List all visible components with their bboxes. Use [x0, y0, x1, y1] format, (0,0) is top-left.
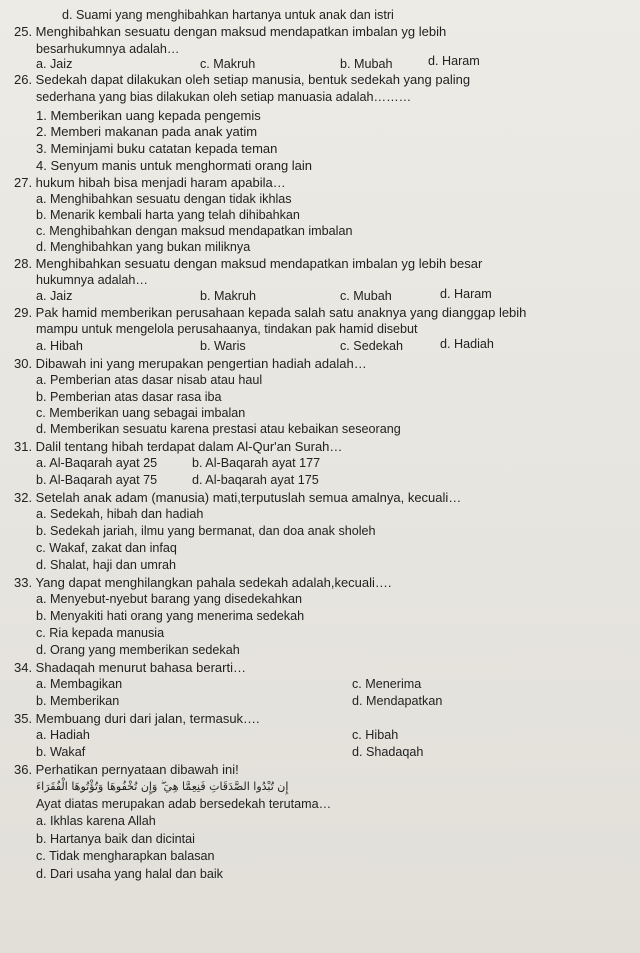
question-line: 27. hukum hibah bisa menjadi haram apabila…: [14, 175, 286, 190]
option-line: b. Al-Baqarah ayat 75: [36, 473, 158, 487]
option-line: a. Jaiz: [36, 57, 73, 71]
question-line: 25. Menghibahkan sesuatu dengan maksud mendapatkan imbalan yg lebih: [14, 24, 447, 39]
option-line: a. Hadiah: [36, 728, 90, 742]
question-line: 26. Sedekah dapat dilakukan oleh setiap manusia, bentuk sedekah yang paling: [14, 72, 471, 87]
option-line: c. Menghibahkan dengan maksud mendapatkan imbalan: [36, 224, 353, 238]
option-line: c. Hibah: [352, 728, 399, 742]
question-line: 34. Shadaqah menurut bahasa berarti…: [14, 660, 246, 675]
option-line: mampu untuk mengelola perusahaanya, tindakan pak hamid disebut: [36, 322, 418, 336]
option-line: a. Jaiz: [36, 289, 73, 303]
option-line: a. Menyebut-nyebut barang yang disedekahkan: [36, 592, 303, 606]
option-line: b. Hartanya baik dan dicintai: [36, 832, 195, 846]
option-line: d. Shadaqah: [352, 745, 424, 759]
arabic-verse: إِن تُبْدُوا الصَّدَقَاتِ فَنِعِمَّا هِيَ ۖ وَإِن تُخْفُوهَا وَتُؤْتُوهَا الْفُقَرَاءَ: [36, 780, 289, 793]
option-line: d. Memberikan sesuatu karena prestasi atau kebaikan seseorang: [36, 422, 401, 436]
question-line: 33. Yang dapat menghilangkan pahala sedekah adalah,kecuali….: [14, 575, 392, 590]
option-line: d. Menghibahkan yang bukan miliknya: [36, 240, 251, 254]
option-line: d. Al-baqarah ayat 175: [192, 473, 319, 487]
option-line: d. Orang yang memberikan sedekah: [36, 643, 240, 657]
question-line: 30. Dibawah ini yang merupakan pengertian hadiah adalah…: [14, 356, 367, 371]
option-line: c. Memberikan uang sebagai imbalan: [36, 406, 246, 420]
option-line: b. Al-Baqarah ayat 177: [192, 456, 321, 470]
question-line: 3. Meminjami buku catatan kepada teman: [36, 141, 278, 156]
option-line: b. Makruh: [200, 289, 256, 303]
option-line: c. Ria kepada manusia: [36, 626, 165, 640]
option-line: a. Pemberian atas dasar nisab atau haul: [36, 373, 263, 387]
option-line: c. Wakaf, zakat dan infaq: [36, 541, 177, 555]
option-line: b. Sedekah jariah, ilmu yang bermanat, dan doa anak sholeh: [36, 524, 376, 538]
question-line: 35. Membuang duri dari jalan, termasuk….: [14, 711, 260, 726]
option-line: b. Menyakiti hati orang yang menerima sedekah: [36, 609, 305, 623]
option-line: a. Sedekah, hibah dan hadiah: [36, 507, 204, 521]
option-line: a. Hibah: [36, 339, 83, 353]
option-line: d. Shalat, haji dan umrah: [36, 558, 177, 572]
option-line: a. Ikhlas karena Allah: [36, 814, 156, 828]
option-line: b. Wakaf: [36, 745, 86, 759]
option-line: besarhukumnya adalah…: [36, 42, 180, 56]
option-line: sederhana yang bias dilakukan oleh setiap manuasia adalah………: [36, 90, 412, 104]
question-line: 32. Setelah anak adam (manusia) mati,terputuslah semua amalnya, kecuali…: [14, 490, 462, 505]
option-line: d. Hadiah: [440, 337, 494, 351]
option-line: b. Waris: [200, 339, 246, 353]
option-line: b. Memberikan: [36, 694, 120, 708]
option-line: b. Mubah: [340, 57, 393, 71]
option-line: b. Pemberian atas dasar rasa iba: [36, 390, 222, 404]
option-line: d. Haram: [428, 54, 480, 68]
question-line: 1. Memberikan uang kepada pengemis: [36, 108, 261, 123]
option-line: a. Al-Baqarah ayat 25: [36, 456, 158, 470]
option-line: c. Tidak mengharapkan balasan: [36, 849, 215, 863]
question-line: 28. Menghibahkan sesuatu dengan maksud mendapatkan imbalan yg lebih besar: [14, 256, 483, 271]
option-line: b. Menarik kembali harta yang telah dihibahkan: [36, 208, 300, 222]
option-line: d. Haram: [440, 287, 492, 301]
question-line: 4. Senyum manis untuk menghormati orang lain: [36, 158, 313, 173]
option-line: d. Mendapatkan: [352, 694, 443, 708]
option-line: d. Suami yang menghibahkan hartanya untuk anak dan istri: [62, 8, 394, 22]
option-line: a. Menghibahkan sesuatu dengan tidak ikhlas: [36, 192, 292, 206]
question-line: 29. Pak hamid memberikan perusahaan kepada salah satu anaknya yang dianggap lebih: [14, 305, 527, 320]
question-line: 2. Memberi makanan pada anak yatim: [36, 124, 258, 139]
option-line: c. Mubah: [340, 289, 392, 303]
option-line: hukumnya adalah…: [36, 273, 149, 287]
option-line: c. Sedekah: [340, 339, 404, 353]
option-line: c. Menerima: [352, 677, 422, 691]
question-line: 31. Dalil tentang hibah terdapat dalam Al-Qur'an Surah…: [14, 439, 343, 454]
option-line: a. Membagikan: [36, 677, 123, 691]
option-line: d. Dari usaha yang halal dan baik: [36, 867, 223, 881]
question-line: 36. Perhatikan pernyataan dibawah ini!: [14, 762, 239, 777]
option-line: Ayat diatas merupakan adab bersedekah terutama…: [36, 797, 332, 811]
option-line: c. Makruh: [200, 57, 256, 71]
